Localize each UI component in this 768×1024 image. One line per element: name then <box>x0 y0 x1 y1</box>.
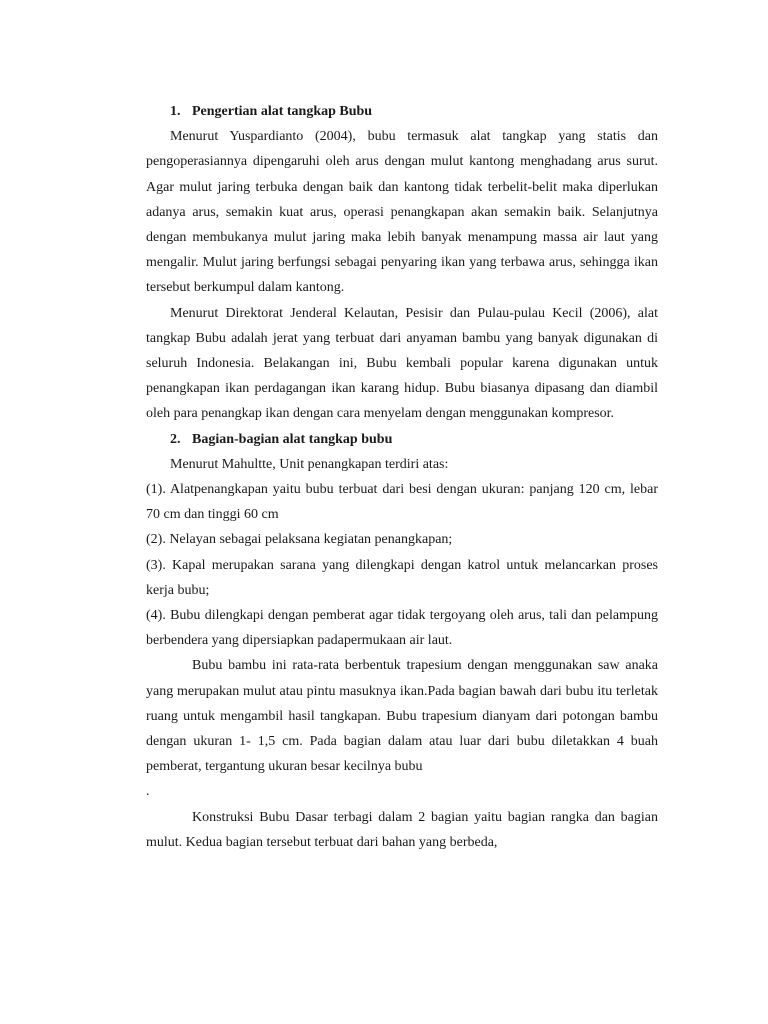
list-item: (4). Bubu dilengkapi dengan pemberat agar tidak tergoyang oleh arus, tali dan pelampung berbendera yang dipersiapkan padapermukaan air laut. <box>146 608 658 649</box>
paragraph-direktorat: Menurut Direktorat Jenderal Kelautan, Pesisir dan Pulau-pulau Kecil (2006), alat tangkap Bubu adalah jerat yang terbuat dari anyaman bambu yang banyak digunakan di seluruh Indonesia. Belakangan ini, Bubu kembali popular karena digunakan untuk penangkapan ikan perdagangan ikan karang hidup. Bubu biasanya dipasang dan diambil oleh para penangkap ikan dengan cara menyelam dengan menggunakan kompresor. <box>146 305 658 422</box>
document-body <box>146 99 658 855</box>
section-number: 1. <box>170 104 181 119</box>
section-heading-2 <box>146 427 658 452</box>
list-item: (2). Nelayan sebagai pelaksana kegiatan penangkapan; <box>146 532 453 548</box>
paragraph-konstruksi: Konstruksi Bubu Dasar terbagi dalam 2 bagian yaitu bagian rangka dan bagian mulut. Kedua bagian tersebut terbuat dari bahan yang berbeda, <box>146 809 658 850</box>
list-item: (1). Alatpenangkapan yaitu bubu terbuat dari besi dengan ukuran: panjang 120 cm, lebar 70 cm dan tinggi 60 cm <box>146 482 658 523</box>
section-title: Pengertian alat tangkap Bubu <box>192 104 373 119</box>
section-number: 2. <box>170 431 181 447</box>
paragraph-mahultte-intro: Menurut Mahultte, Unit penangkapan terdiri atas: <box>170 456 449 472</box>
section-title: Bagian-bagian alat tangkap bubu <box>192 431 393 447</box>
list-item: (3). Kapal merupakan sarana yang dilengkapi dengan katrol untuk melancarkan proses kerja bubu; <box>146 557 658 598</box>
section-heading-1 <box>146 99 658 124</box>
paragraph-yuspardianto: Menurut Yuspardianto (2004), bubu termasuk alat tangkap yang statis dan pengoperasiannya dipengaruhi oleh arus dengan mulut kantong menghadang arus surut. Agar mulut jaring terbuka dengan baik dan kantong tidak terbelit-belit maka diperlukan adanya arus, semakin kuat arus, operasi penangkapan akan semakin baik. Selanjutnya dengan membukanya mulut jaring maka lebih banyak menampung massa air laut yang mengalir. Mulut jaring berfungsi sebagai penyaring ikan yang terbawa arus, sehingga ikan tersebut berkumpul dalam kantong. <box>146 129 658 296</box>
trailing-dot: . <box>146 784 150 800</box>
paragraph-trapesium: Bubu bambu ini rata-rata berbentuk trapesium dengan menggunakan saw anaka yang merupakan mulut atau pintu masuknya ikan.Pada bagian bawah dari bubu itu terletak ruang untuk mengambil hasil tangkapan. Bubu trapesium dianyam dari potongan bambu dengan ukuran 1- 1,5 cm. Pada bagian dalam atau luar dari bubu diletakkan 4 buah pemberat, tergantung ukuran besar kecilnya bubu <box>146 658 658 775</box>
